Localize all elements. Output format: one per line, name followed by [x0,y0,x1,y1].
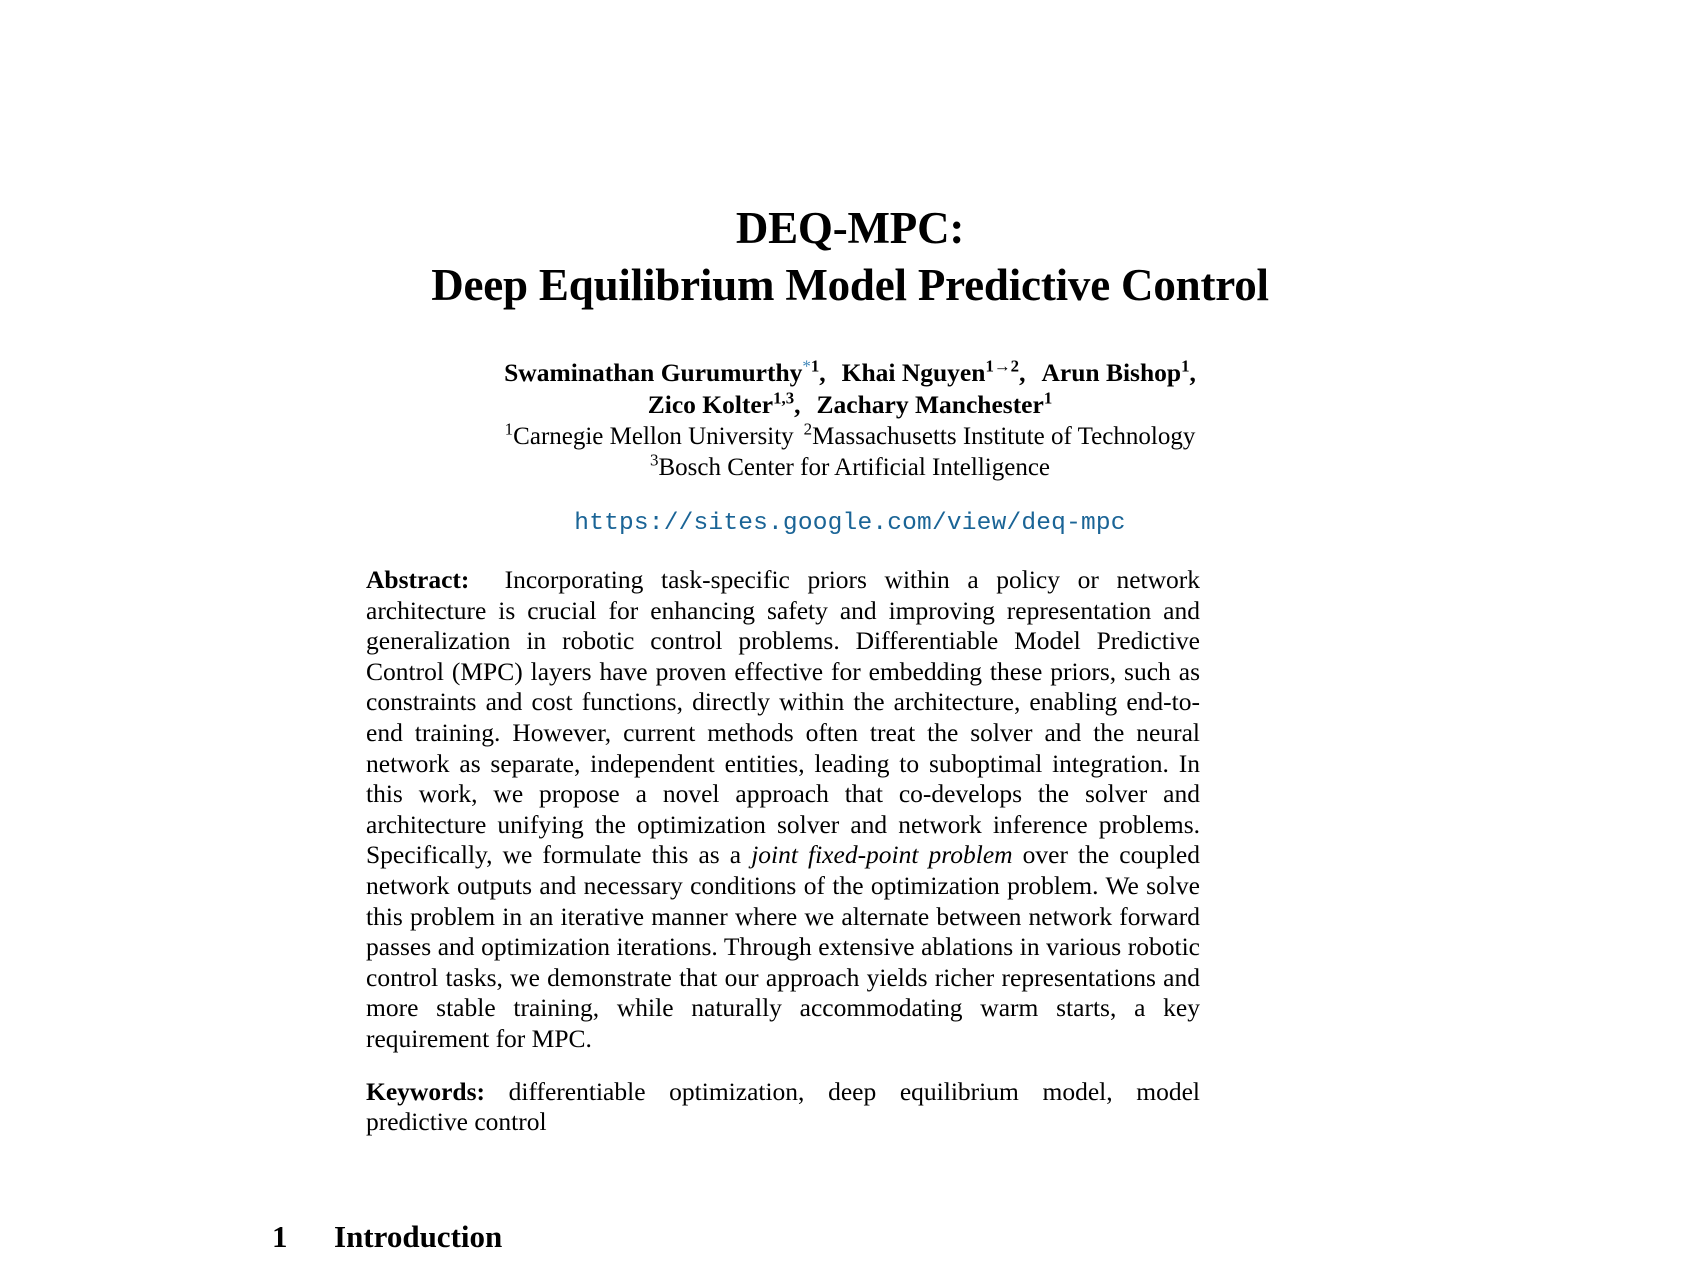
project-url [0,510,1700,537]
author-affiliation-marker: 1 [1181,356,1190,376]
abstract-label-space [469,565,504,594]
affiliation-line-2 [0,452,1700,483]
abstract-text-part-2: over the coupled network outputs and necessary conditions of the optimization problem. We solve this problem in an iterative manner where we alternate between network forward passes and optimization iterations. Through extensive ablations in various robotic control tasks, we demonstrate that our approach yields richer representations and more stable training, while naturally accommodating warm starts, a key requirement for MPC. [366,840,1200,1053]
keywords-text: differentiable optimization, deep equilibrium model, model predictive control [366,1076,1200,1137]
affiliation-name: Bosch Center for Artificial Intelligence [658,454,1051,481]
author-affiliation-marker: 1,3 [773,388,795,408]
title-line-2: Deep Equilibrium Model Predictive Control [431,260,1269,310]
abstract-label: Abstract: [366,565,470,594]
affiliation-marker: 2 [803,419,813,439]
section-heading-introduction [272,1218,502,1256]
author-name: Khai Nguyen [841,358,986,387]
affiliation-line-1 [0,421,1700,452]
section-number: 1 [272,1219,288,1254]
abstract-emphasis: joint fixed-point problem [751,840,1013,870]
author-separator: , [819,358,826,387]
abstract-text-part-1: Incorporating task-specific priors within a policy or network architecture is crucial for enhancing safety and improving representation and generalization in robotic control problems. Differentiable Model Predictive Control (MPC) layers have proven effective for embedding these priors, such as constraints and cost functions, directly within the architecture, enabling end-to-end training. However, current methods often treat the solver and the neural network as separate, independent entities, leading to suboptimal integration. In this work, we propose a novel approach that co-develops the solver and architecture unifying the optimization solver and network inference problems. Specifically, we formulate this as a [366,565,1201,870]
author-affiliation-marker: 1 [810,356,820,376]
title-line-1: DEQ-MPC: [735,203,965,253]
author-separator: , [794,390,801,419]
author-list [0,357,1700,421]
keywords-label: Keywords: [366,1076,485,1106]
author-line-1 [0,357,1700,389]
author-name: Swaminathan Gurumurthy [504,358,803,387]
affiliation-list [0,421,1700,483]
abstract-paragraph [366,565,1200,1055]
author-separator: , [1019,358,1026,387]
affiliation-name: Massachusetts Institute of Technology [812,423,1196,450]
affiliation-marker: 1 [504,419,514,439]
abstract-column [366,565,1200,1138]
author-name: Zachary Manchester [816,390,1044,419]
keywords-paragraph [366,1077,1200,1138]
author-affiliation-marker: 1 [1043,388,1053,408]
author-name: Arun Bishop [1041,358,1182,387]
project-url-link[interactable]: https://sites.google.com/view/deq-mpc [574,510,1126,537]
author-separator: , [1189,358,1196,387]
author-footnote-marker: * [802,356,811,376]
affiliation-marker: 3 [649,450,659,470]
author-affiliation-marker: 1→2 [985,356,1020,376]
affiliation-name: Carnegie Mellon University [513,423,794,450]
paper-title [0,200,1700,314]
author-name: Zico Kolter [647,390,774,419]
section-title: Introduction [334,1219,503,1254]
author-line-2 [0,389,1700,421]
